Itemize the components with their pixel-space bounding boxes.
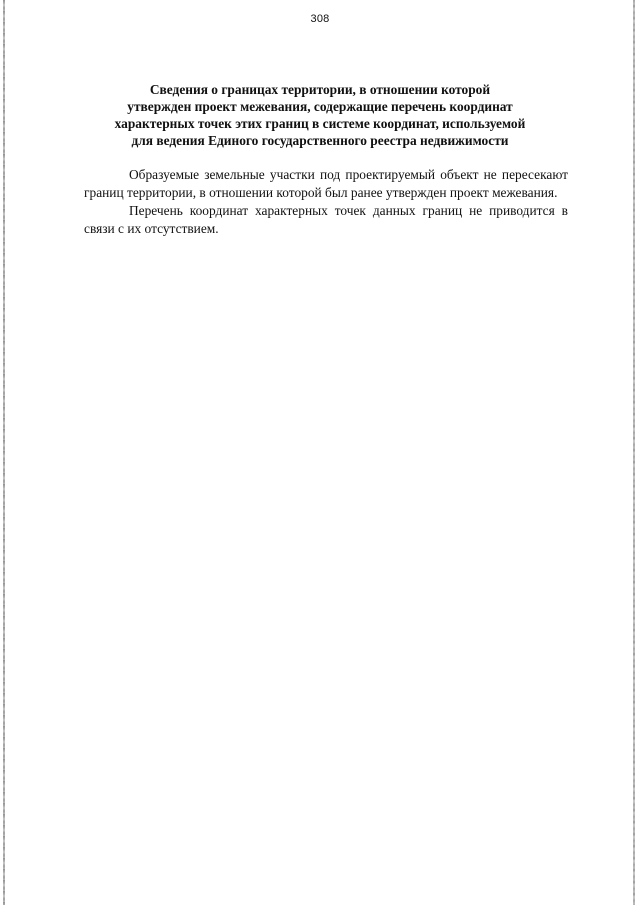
paragraph-1: Образуемые земельные участки под проектируемый объект не пересекают границ территории, в отношении которой был ранее утвержден проект межевания. — [84, 167, 568, 200]
page-number: 308 — [310, 13, 330, 25]
paragraph-2: Перечень координат характерных точек данных границ не приводится в связи с их отсутствием. — [84, 203, 568, 236]
scan-edge-right — [633, 0, 635, 905]
section-title — [70, 81, 570, 149]
title-line-2: утвержден проект межевания, содержащие перечень координат — [127, 99, 513, 114]
title-line-4: для ведения Единого государственного реестра недвижимости — [131, 133, 509, 148]
scan-edge-left — [3, 0, 5, 905]
title-line-1: Сведения о границах территории, в отношении которой — [149, 82, 491, 97]
title-line-3: характерных точек этих границ в системе координат, используемой — [114, 116, 526, 131]
body-text — [84, 166, 568, 238]
